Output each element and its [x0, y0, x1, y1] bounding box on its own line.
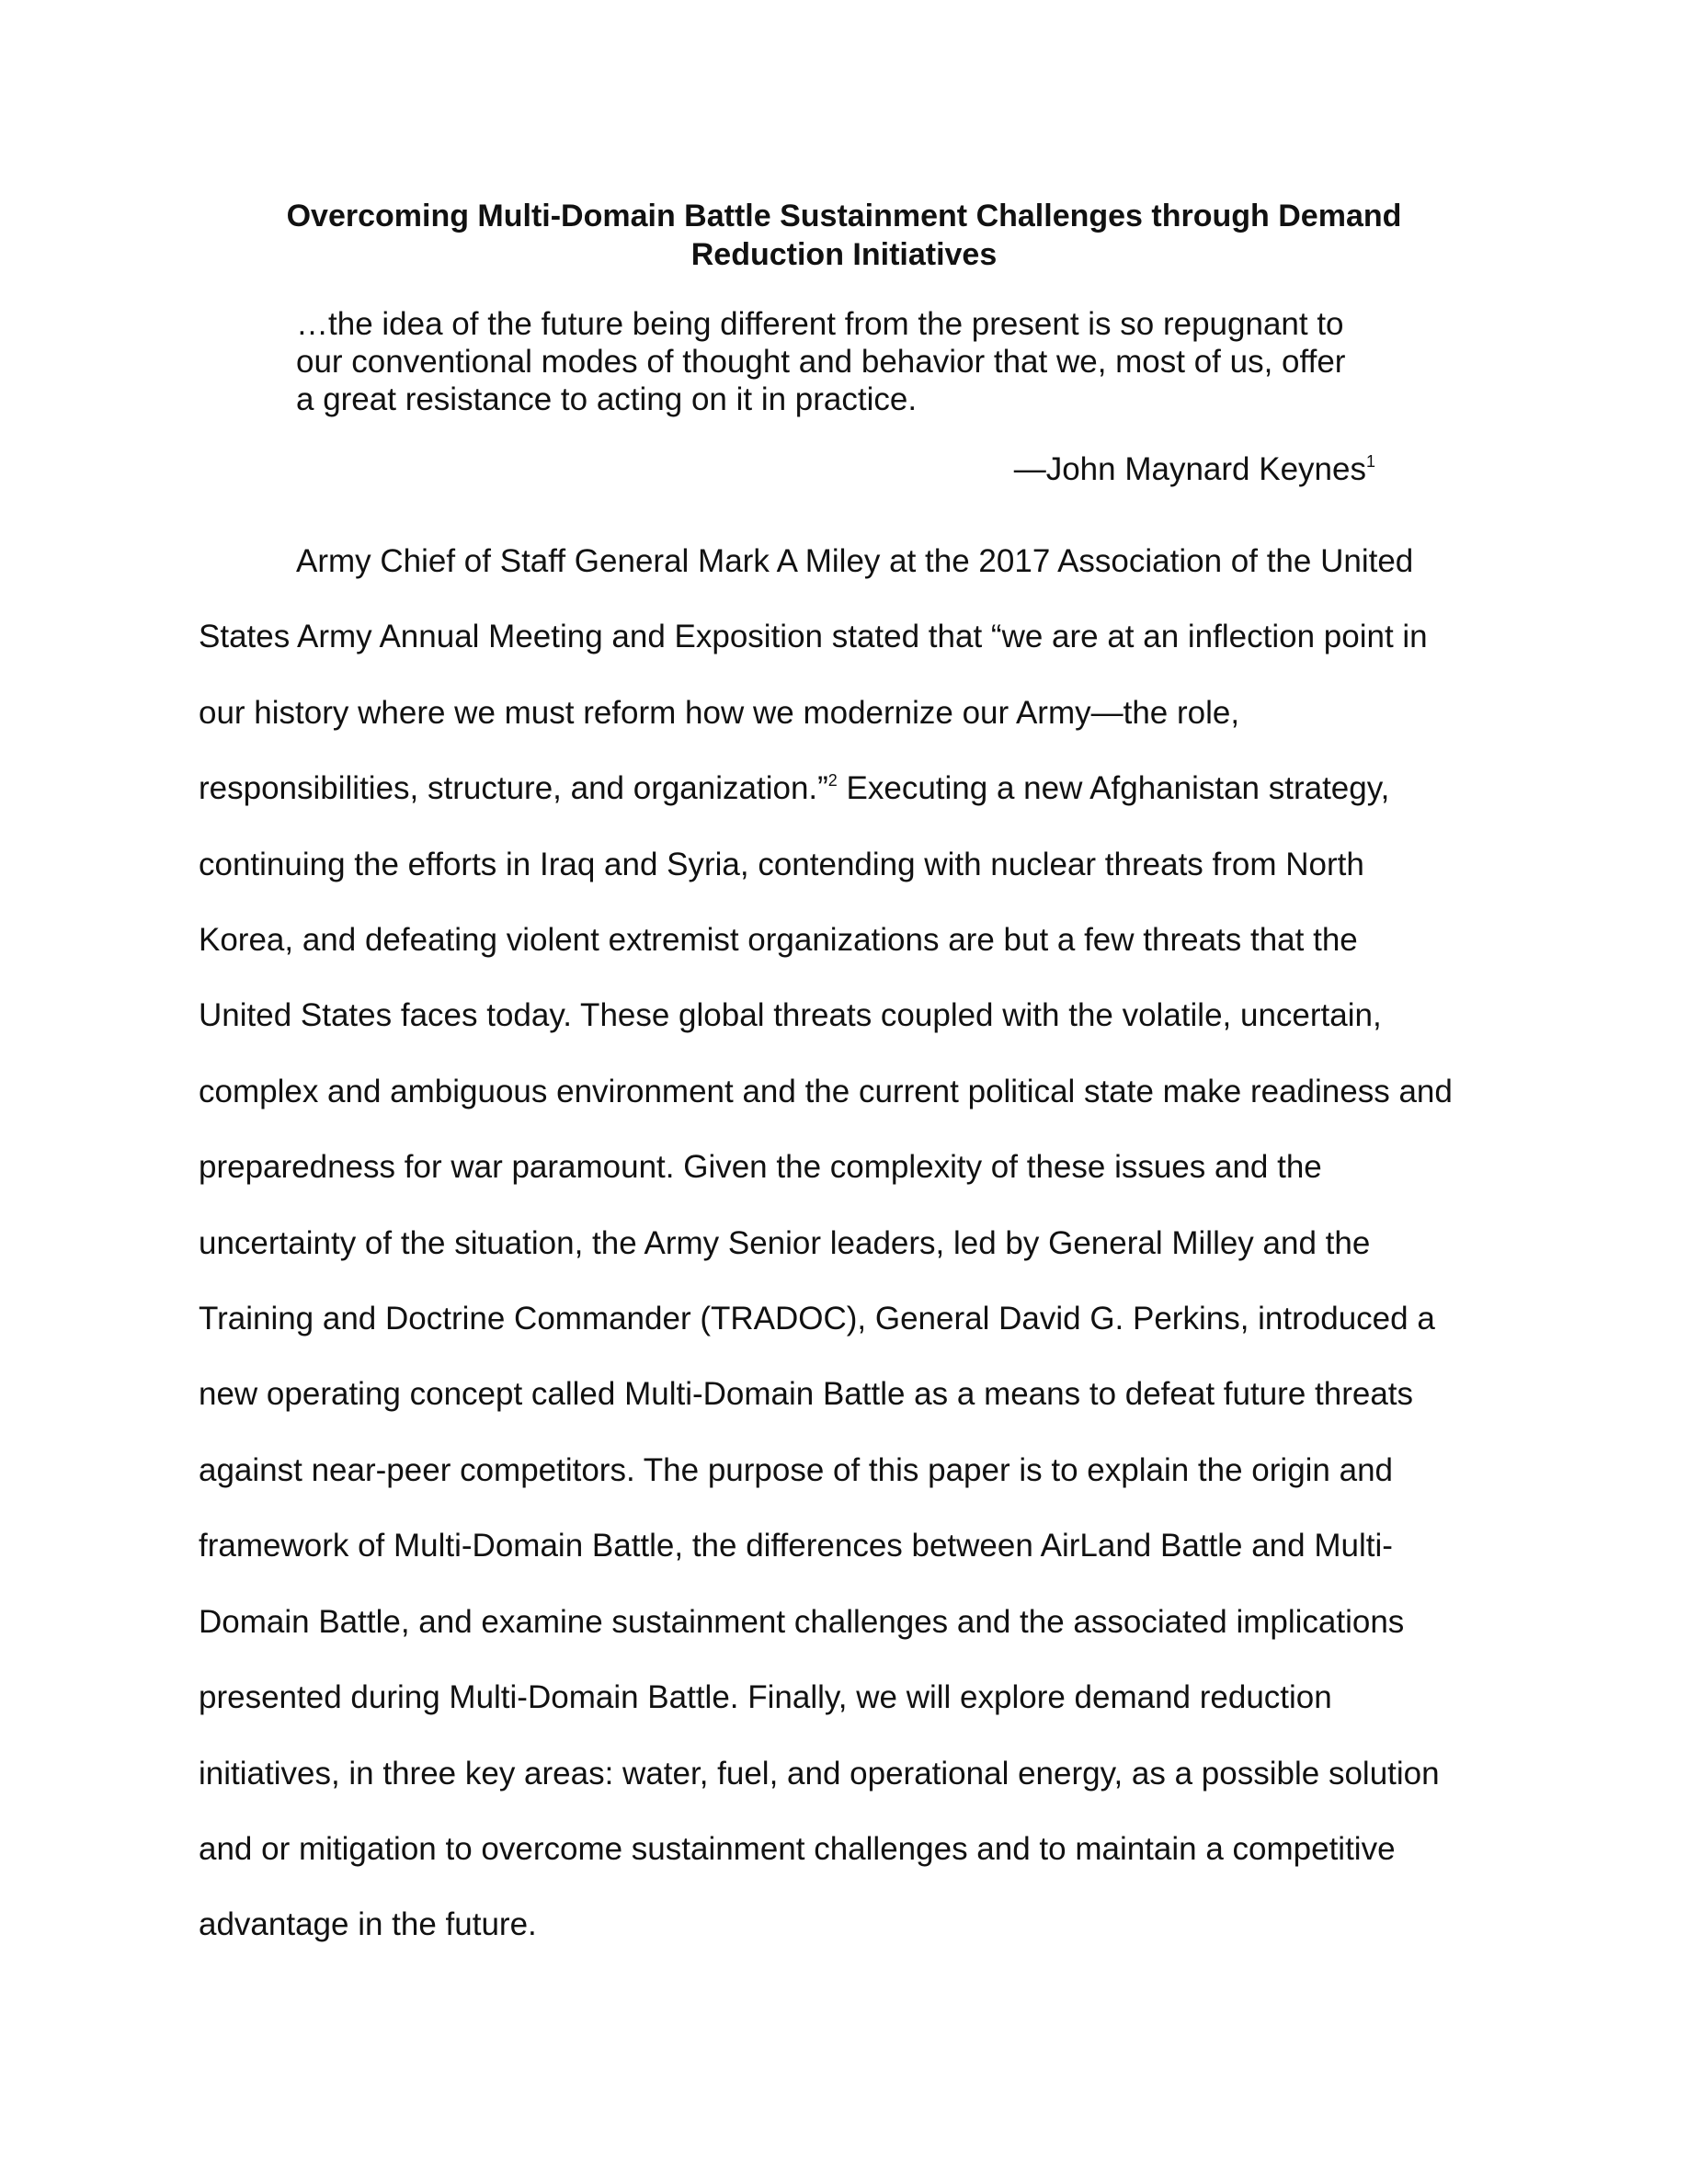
body-line: advantage in the future.	[199, 1906, 537, 1943]
body-line	[199, 751, 1453, 826]
epigraph-attribution	[1014, 450, 1375, 488]
body-line: continuing the efforts in Iraq and Syria, contending with nuclear threats from North	[199, 846, 1364, 882]
body-line: Training and Doctrine Commander (TRADOC), General David G. Perkins, introduced a	[199, 1301, 1435, 1337]
body-line-segment: Executing a new Afghanistan strategy,	[837, 770, 1390, 807]
body-line: new operating concept called Multi-Domain Battle as a means to defeat future threats	[199, 1376, 1414, 1413]
epigraph-line: our conventional modes of thought and behavior that we, most of us, offer	[296, 344, 1346, 380]
body-line-segment: responsibilities, structure, and organization.”	[199, 770, 828, 807]
body-line: complex and ambiguous environment and the current political state make readiness and	[199, 1073, 1453, 1109]
body-line: initiatives, in three key areas: water, fuel, and operational energy, as a possible solution	[199, 1755, 1440, 1792]
body-line: uncertainty of the situation, the Army Senior leaders, led by General Milley and the	[199, 1224, 1371, 1261]
footnote-reference[interactable]: 2	[827, 771, 838, 791]
title-line: Reduction Initiatives	[690, 237, 998, 272]
body-line: our history where we must reform how we modernize our Army—the role,	[199, 694, 1240, 731]
body-line: and or mitigation to overcome sustainment challenges and to maintain a competitive	[199, 1830, 1396, 1867]
epigraph-quote	[296, 305, 1345, 418]
body-line: framework of Multi-Domain Battle, the differences between AirLand Battle and Multi-	[199, 1528, 1393, 1564]
attribution-text: —John Maynard Keynes	[1013, 451, 1366, 487]
document-title	[202, 197, 1486, 274]
body-line: presented during Multi-Domain Battle. Finally, we will explore demand reduction	[199, 1679, 1332, 1716]
body-line: preparedness for war paramount. Given the complexity of these issues and the	[199, 1149, 1322, 1186]
body-line: Korea, and defeating violent extremist organizations are but a few threats that the	[199, 922, 1358, 959]
title-line: Overcoming Multi-Domain Battle Sustainment Challenges through Demand	[286, 199, 1402, 233]
body-line: against near-peer competitors. The purpose of this paper is to explain the origin and	[199, 1451, 1394, 1488]
body-line: Army Chief of Staff General Mark A Miley at the 2017 Association of the United	[296, 543, 1414, 579]
body-line: Domain Battle, and examine sustainment challenges and the associated implications	[199, 1603, 1405, 1640]
body-paragraph	[199, 524, 1453, 1963]
body-line: States Army Annual Meeting and Exposition stated that “we are at an inflection point in	[199, 619, 1428, 655]
body-line: United States faces today. These global threats coupled with the volatile, uncertain,	[199, 997, 1382, 1034]
epigraph-line: a great resistance to acting on it in practice.	[296, 381, 918, 417]
footnote-reference[interactable]: 1	[1365, 452, 1375, 471]
epigraph-line: …the idea of the future being different from the present is so repugnant to	[296, 306, 1344, 342]
